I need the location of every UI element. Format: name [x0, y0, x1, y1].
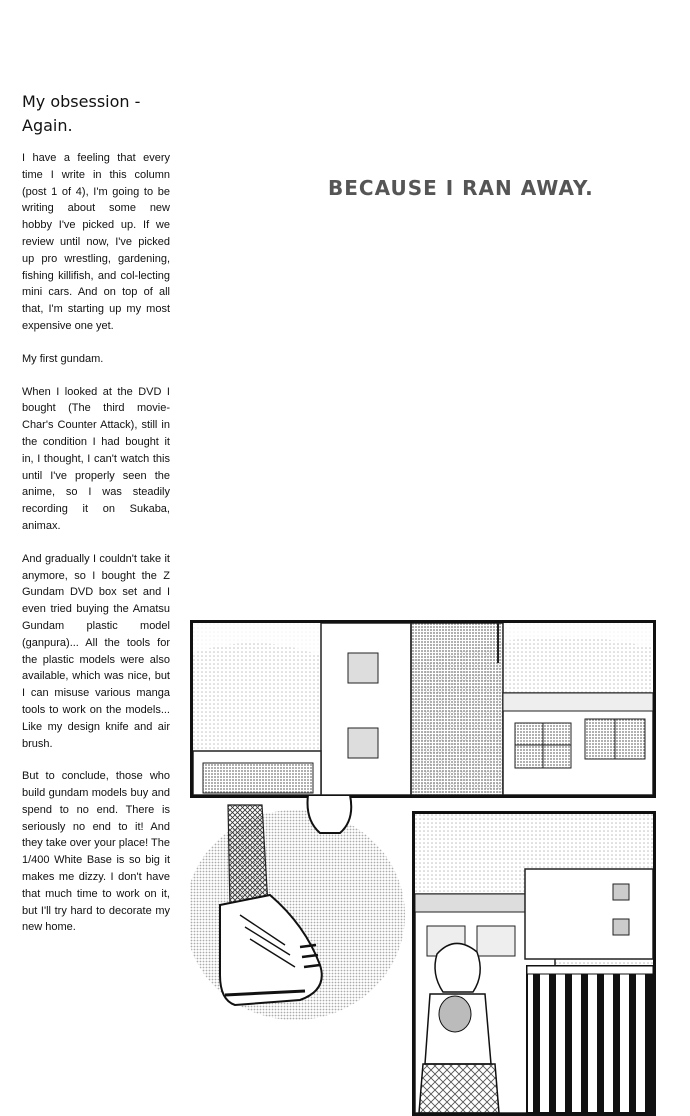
running-shoes-illustration	[190, 795, 408, 1020]
manga-figure-running-shoes	[190, 795, 408, 1020]
column-paragraph-5: But to conclude, those who build gundam models buy and spend to no end. There is seriously no end to it! And they take over your place! The 1/400 White Base is so big it makes me dizzy. I don't have that much time to work on it, but I'll try hard to decorate my new home.	[22, 770, 170, 934]
column-text	[22, 90, 170, 952]
manga-panel-school-building	[190, 620, 656, 798]
column-paragraph-1: I have a feeling that every time I write in this column (post 1 of 4), I'm going to be writing about some new hobby I've picked up. If we review until now, I've picked up pro wrestling, gardening, fishing killifish, and col-lecting mini cars. And on top of all that, I'm starting up my most expensive one yet.	[22, 152, 170, 332]
manga-headline: BECAUSE I RAN AWAY.	[328, 176, 594, 200]
school-building-illustration	[193, 623, 653, 795]
column-paragraph-4: And gradually I couldn't take it anymore, so I bought the Z Gundam DVD box set and I even tried buying the Amatsu Gundam plastic model (ganpura)... All the tools for the plastic models were also available, which was nice, but I can misuse various manga tools to work on the models... Like my design knife and air brush.	[22, 552, 170, 750]
column-paragraph-2: My first gundam.	[22, 352, 104, 365]
girl-at-gate-illustration	[415, 814, 653, 1113]
column-title: My obsession - Again.	[22, 92, 141, 135]
manga-panel-girl-at-gate	[412, 811, 656, 1116]
column-paragraph-3: When I looked at the DVD I bought (The third movie-Char's Counter Attack), still in the condition I had bought it in, I thought, I can't watch this until I've properly seen the anime, so I was steadily recording it on Sukaba, animax.	[22, 385, 170, 532]
